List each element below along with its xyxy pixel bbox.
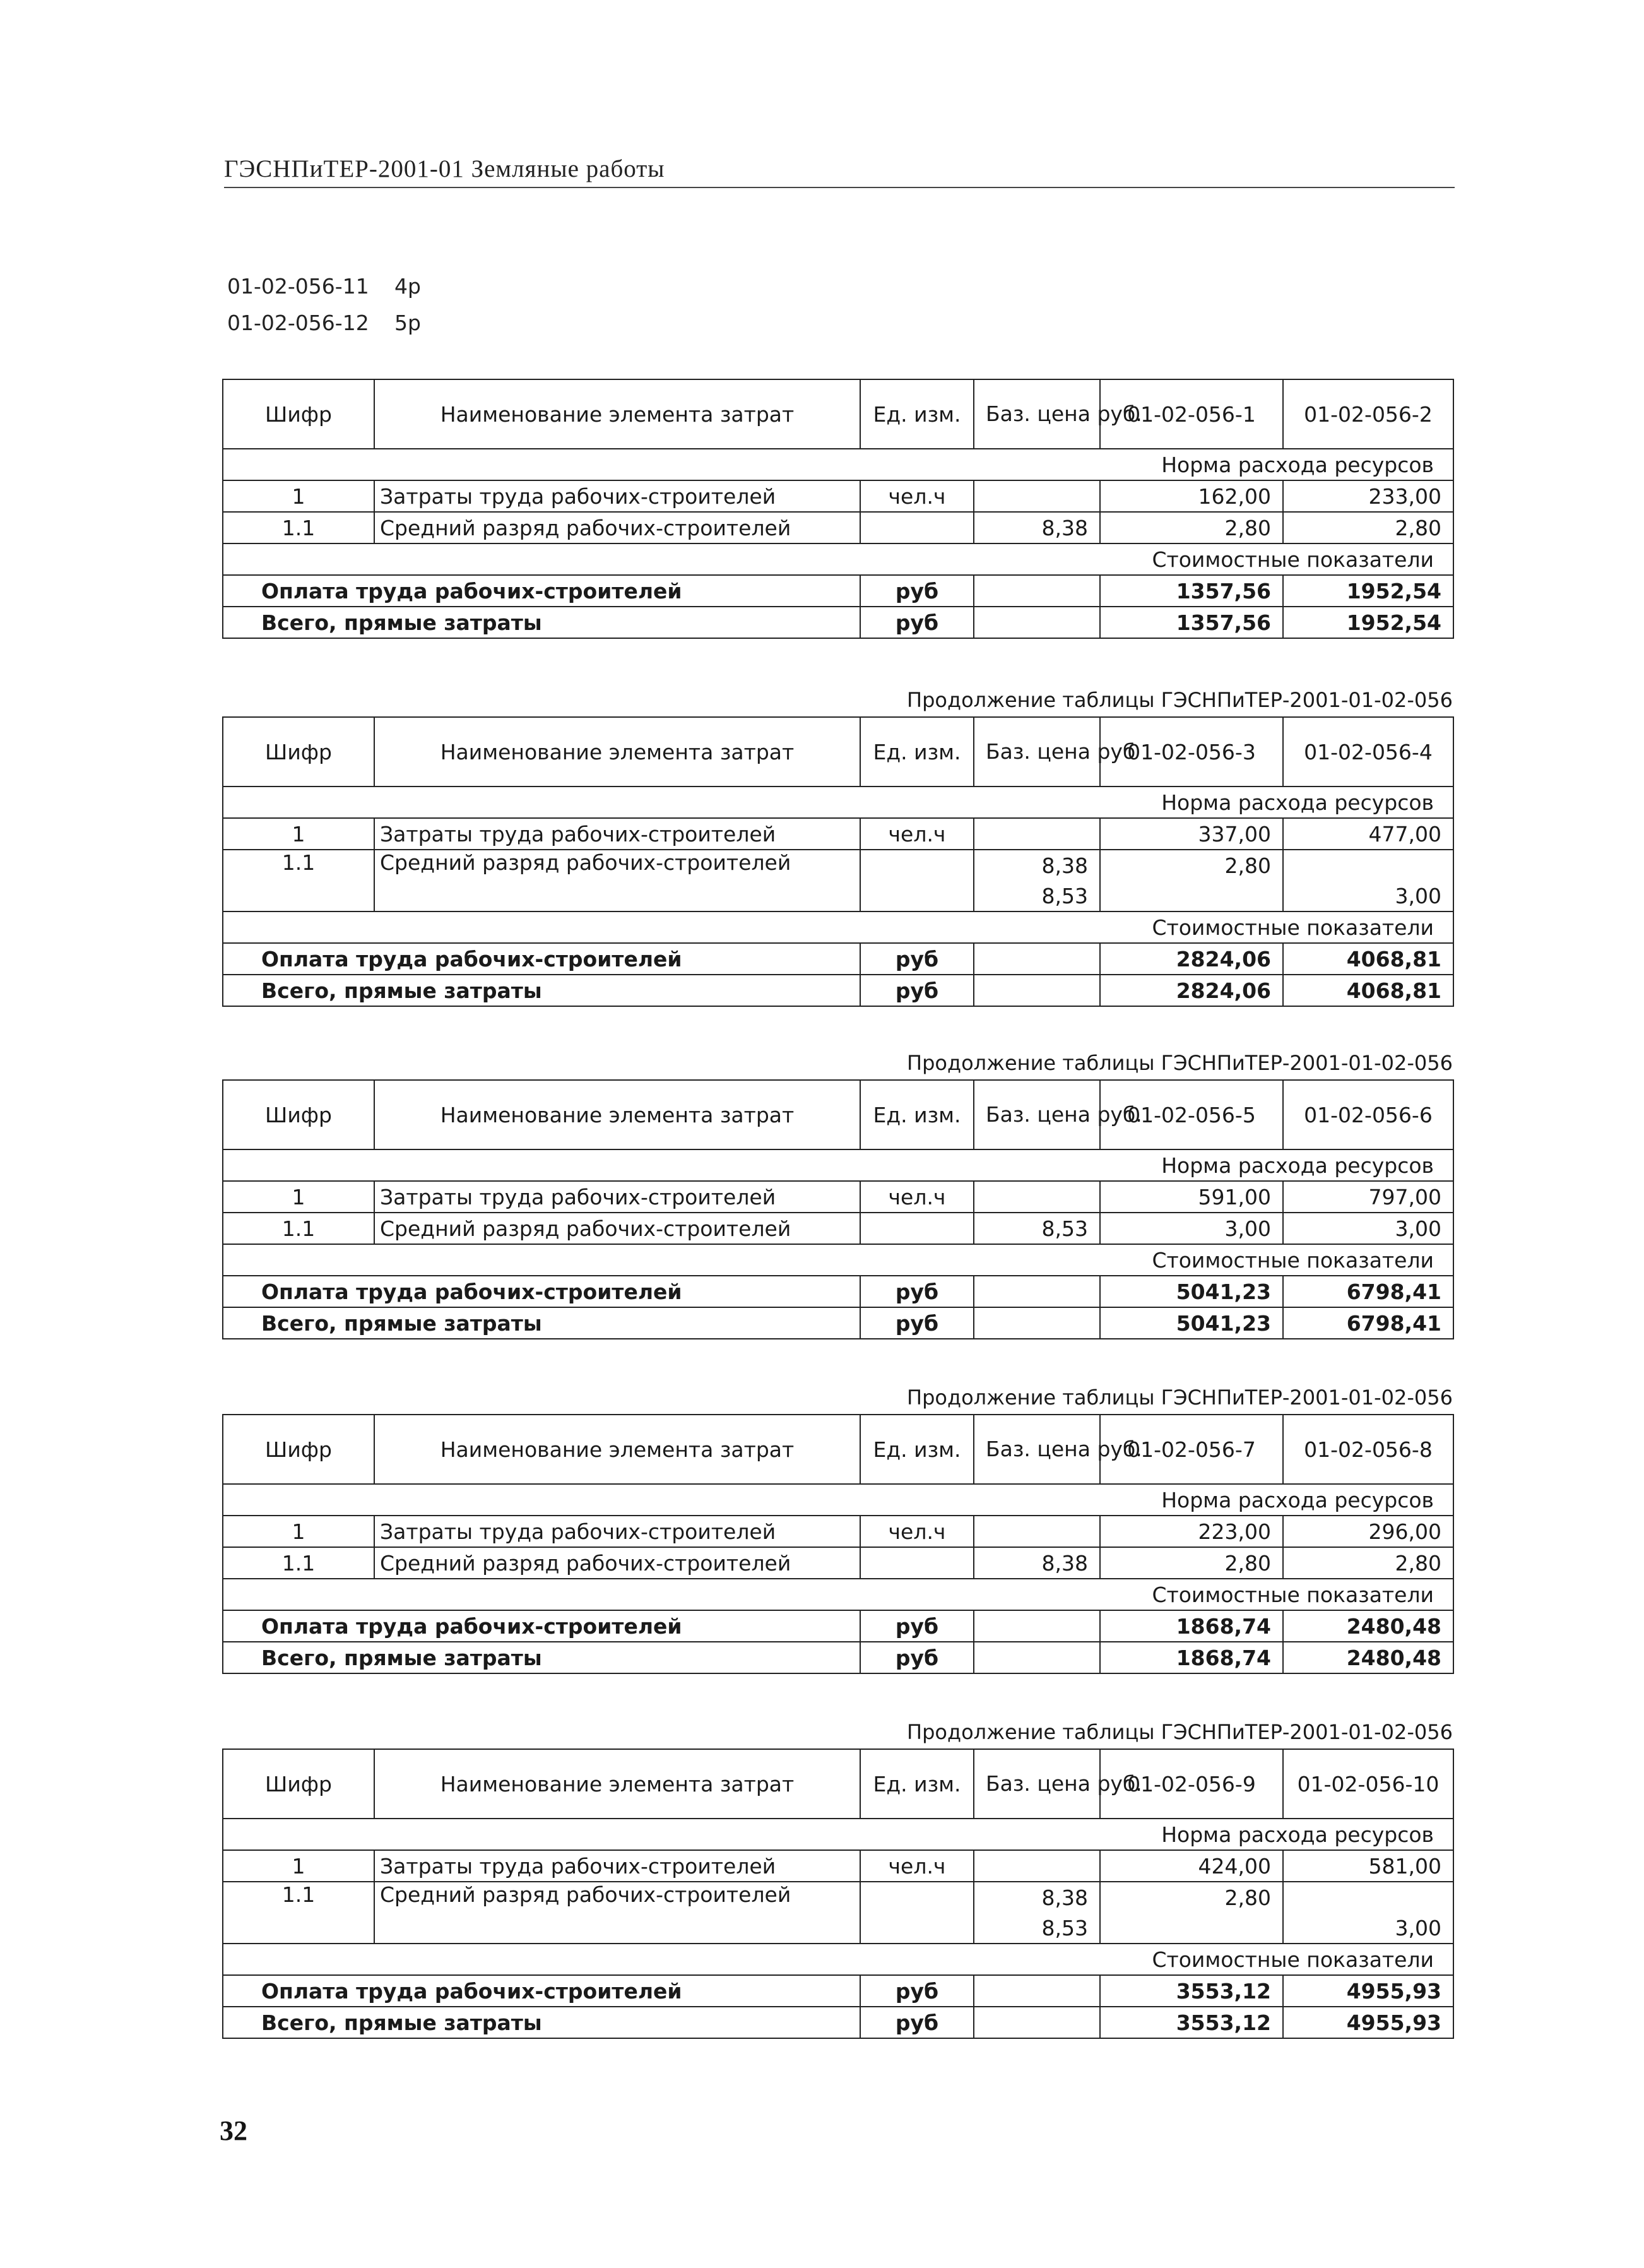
resource-table-2: [222, 716, 1454, 1007]
value-cell: 591,00: [1100, 1181, 1283, 1213]
row-price: [974, 575, 1100, 607]
value-cell: 233,00: [1283, 480, 1453, 512]
row-name: Средний разряд рабочих-строителей: [374, 1213, 860, 1244]
row-pay-label: Оплата труда рабочих-строителей: [223, 943, 860, 975]
row-price: [974, 1850, 1100, 1882]
reference-item: 01-02-056-12 5р: [227, 311, 421, 335]
row-name: Затраты труда рабочих-строителей: [374, 1181, 860, 1213]
value-cell: 4068,81: [1283, 943, 1453, 975]
col-header-name: Наименование элемента затрат: [374, 1749, 860, 1819]
value-cell: 337,00: [1100, 818, 1283, 850]
value-cell: 2824,06: [1100, 975, 1283, 1006]
value-cell: 1357,56: [1100, 607, 1283, 638]
row-price: [974, 2007, 1100, 2038]
row-price: [974, 1642, 1100, 1673]
value-cell: 3,00: [1283, 1913, 1453, 1944]
row-total-label: Всего, прямые затраты: [223, 1642, 860, 1673]
row-unit: [860, 1213, 974, 1244]
value-cell: 296,00: [1283, 1516, 1453, 1547]
col-header-shifr: Шифр: [223, 1415, 374, 1484]
section-cost: Стоимостные показатели: [223, 1244, 1453, 1276]
col-header-base-price: Баз. цена руб.: [974, 379, 1100, 449]
row-price: 8,53: [974, 1913, 1100, 1944]
row-unit: [860, 1882, 974, 1944]
value-cell: 424,00: [1100, 1850, 1283, 1882]
resource-table-4: [222, 1414, 1454, 1674]
row-unit: [860, 1547, 974, 1579]
resource-table-3: [222, 1079, 1454, 1339]
row-name: Средний разряд рабочих-строителей: [374, 1547, 860, 1579]
section-cost: Стоимостные показатели: [223, 1579, 1453, 1610]
row-unit: руб: [860, 575, 974, 607]
row-unit: [860, 850, 974, 911]
row-name: Затраты труда рабочих-строителей: [374, 1850, 860, 1882]
row-unit: руб: [860, 2007, 974, 2038]
value-cell: 477,00: [1283, 818, 1453, 850]
section-cost: Стоимостные показатели: [223, 543, 1453, 575]
col-header-shifr: Шифр: [223, 717, 374, 787]
value-cell: 3,00: [1100, 1213, 1283, 1244]
row-code: 1: [223, 480, 374, 512]
row-price: [974, 1516, 1100, 1547]
reference-item: 01-02-056-11 4р: [227, 274, 421, 299]
col-header-unit: Ед. изм.: [860, 717, 974, 787]
row-total-label: Всего, прямые затраты: [223, 975, 860, 1006]
value-cell: 3553,12: [1100, 2007, 1283, 2038]
value-cell: 2,80: [1100, 512, 1283, 543]
value-cell: 1868,74: [1100, 1642, 1283, 1673]
row-code: 1.1: [223, 1882, 374, 1944]
row-unit: руб: [860, 975, 974, 1006]
row-name: Средний разряд рабочих-строителей: [374, 512, 860, 543]
value-cell: 2480,48: [1283, 1642, 1453, 1673]
value-cell: 1357,56: [1100, 575, 1283, 607]
value-cell: 2480,48: [1283, 1610, 1453, 1642]
col-header-shifr: Шифр: [223, 1080, 374, 1149]
value-cell: 4068,81: [1283, 975, 1453, 1006]
row-code: 1.1: [223, 850, 374, 911]
value-cell: 5041,23: [1100, 1307, 1283, 1339]
value-cell: 162,00: [1100, 480, 1283, 512]
col-header-base-price: Баз. цена руб: [974, 717, 1100, 787]
row-name: Затраты труда рабочих-строителей: [374, 1516, 860, 1547]
value-cell: 2,80: [1100, 850, 1283, 881]
col-header-code-1: 01-02-056-5: [1100, 1080, 1283, 1149]
col-header-base-price: Баз. цена руб.: [974, 1080, 1100, 1149]
row-price: 8,38: [974, 850, 1100, 881]
col-header-code-1: 01-02-056-7: [1100, 1415, 1283, 1484]
value-cell: 2,80: [1283, 512, 1453, 543]
row-unit: чел.ч: [860, 1181, 974, 1213]
row-pay-label: Оплата труда рабочих-строителей: [223, 1610, 860, 1642]
row-unit: руб: [860, 1975, 974, 2007]
col-header-shifr: Шифр: [223, 1749, 374, 1819]
row-unit: руб: [860, 943, 974, 975]
value-cell: 6798,41: [1283, 1307, 1453, 1339]
value-cell: [1283, 850, 1453, 881]
value-cell: 1952,54: [1283, 607, 1453, 638]
row-price: 8,38: [974, 512, 1100, 543]
col-header-unit: Ед. изм.: [860, 379, 974, 449]
row-unit: [860, 512, 974, 543]
value-cell: 2,80: [1100, 1882, 1283, 1913]
col-header-name: Наименование элемента затрат: [374, 379, 860, 449]
row-price: [974, 1181, 1100, 1213]
page-header: ГЭСНПиТЕР-2001-01 Земляные работы: [224, 155, 1455, 188]
section-norm: Норма расхода ресурсов: [223, 1819, 1453, 1850]
value-cell: 3,00: [1283, 881, 1453, 911]
row-name: Средний разряд рабочих-строителей: [374, 1882, 860, 1944]
value-cell: 3,00: [1283, 1213, 1453, 1244]
row-unit: чел.ч: [860, 1850, 974, 1882]
row-price: [974, 1975, 1100, 2007]
value-cell: 2,80: [1283, 1547, 1453, 1579]
value-cell: 797,00: [1283, 1181, 1453, 1213]
value-cell: 4955,93: [1283, 2007, 1453, 2038]
row-price: [974, 607, 1100, 638]
row-pay-label: Оплата труда рабочих-строителей: [223, 575, 860, 607]
col-header-shifr: Шифр: [223, 379, 374, 449]
continuation-caption: Продолжение таблицы ГЭСНПиТЕР-2001-01-02-056: [907, 1386, 1453, 1410]
resource-table-5: [222, 1748, 1454, 2039]
section-cost: Стоимостные показатели: [223, 911, 1453, 943]
col-header-name: Наименование элемента затрат: [374, 1415, 860, 1484]
value-cell: 223,00: [1100, 1516, 1283, 1547]
row-price: [974, 1276, 1100, 1307]
value-cell: [1100, 881, 1283, 911]
section-cost: Стоимостные показатели: [223, 1944, 1453, 1975]
col-header-name: Наименование элемента затрат: [374, 1080, 860, 1149]
value-cell: 3553,12: [1100, 1975, 1283, 2007]
value-cell: 2,80: [1100, 1547, 1283, 1579]
value-cell: [1100, 1913, 1283, 1944]
col-header-base-price: Баз. цена руб.: [974, 1749, 1100, 1819]
col-header-name: Наименование элемента затрат: [374, 717, 860, 787]
page-number: 32: [220, 2115, 247, 2146]
row-unit: руб: [860, 1610, 974, 1642]
row-price: 8,53: [974, 1213, 1100, 1244]
col-header-unit: Ед. изм.: [860, 1080, 974, 1149]
col-header-code-2: 01-02-056-4: [1283, 717, 1453, 787]
row-unit: руб: [860, 1307, 974, 1339]
row-unit: руб: [860, 1276, 974, 1307]
row-pay-label: Оплата труда рабочих-строителей: [223, 1276, 860, 1307]
row-price: [974, 1610, 1100, 1642]
col-header-code-1: 01-02-056-9: [1100, 1749, 1283, 1819]
value-cell: 4955,93: [1283, 1975, 1453, 2007]
continuation-caption: Продолжение таблицы ГЭСНПиТЕР-2001-01-02-056: [907, 1720, 1453, 1744]
section-norm: Норма расхода ресурсов: [223, 449, 1453, 480]
row-price: [974, 818, 1100, 850]
row-code: 1: [223, 1516, 374, 1547]
value-cell: 5041,23: [1100, 1276, 1283, 1307]
section-norm: Норма расхода ресурсов: [223, 1149, 1453, 1181]
value-cell: 1952,54: [1283, 575, 1453, 607]
section-norm: Норма расхода ресурсов: [223, 1484, 1453, 1516]
row-code: 1: [223, 818, 374, 850]
row-name: Затраты труда рабочих-строителей: [374, 818, 860, 850]
value-cell: [1283, 1882, 1453, 1913]
col-header-code-2: 01-02-056-10: [1283, 1749, 1453, 1819]
row-code: 1: [223, 1850, 374, 1882]
value-cell: 581,00: [1283, 1850, 1453, 1882]
col-header-base-price: Баз. цена руб.: [974, 1415, 1100, 1484]
row-total-label: Всего, прямые затраты: [223, 1307, 860, 1339]
row-price: [974, 943, 1100, 975]
reference-list: [227, 268, 421, 341]
row-code: 1.1: [223, 1547, 374, 1579]
row-code: 1.1: [223, 512, 374, 543]
continuation-caption: Продолжение таблицы ГЭСНПиТЕР-2001-01-02-056: [907, 688, 1453, 712]
row-name: Затраты труда рабочих-строителей: [374, 480, 860, 512]
row-price: [974, 480, 1100, 512]
row-price: 8,38: [974, 1882, 1100, 1913]
row-price: [974, 1307, 1100, 1339]
resource-table-1: [222, 379, 1454, 639]
row-unit: чел.ч: [860, 1516, 974, 1547]
row-unit: руб: [860, 607, 974, 638]
row-price: 8,38: [974, 1547, 1100, 1579]
col-header-unit: Ед. изм.: [860, 1749, 974, 1819]
row-unit: чел.ч: [860, 480, 974, 512]
value-cell: 1868,74: [1100, 1610, 1283, 1642]
row-price: 8,53: [974, 881, 1100, 911]
col-header-code-1: 01-02-056-3: [1100, 717, 1283, 787]
col-header-code-1: 01-02-056-1: [1100, 379, 1283, 449]
value-cell: 2824,06: [1100, 943, 1283, 975]
col-header-unit: Ед. изм.: [860, 1415, 974, 1484]
row-code: 1.1: [223, 1213, 374, 1244]
row-unit: чел.ч: [860, 818, 974, 850]
row-name: Средний разряд рабочих-строителей: [374, 850, 860, 911]
row-code: 1: [223, 1181, 374, 1213]
section-norm: Норма расхода ресурсов: [223, 787, 1453, 818]
row-total-label: Всего, прямые затраты: [223, 2007, 860, 2038]
col-header-code-2: 01-02-056-6: [1283, 1080, 1453, 1149]
row-price: [974, 975, 1100, 1006]
col-header-code-2: 01-02-056-2: [1283, 379, 1453, 449]
row-total-label: Всего, прямые затраты: [223, 607, 860, 638]
col-header-code-2: 01-02-056-8: [1283, 1415, 1453, 1484]
continuation-caption: Продолжение таблицы ГЭСНПиТЕР-2001-01-02-056: [907, 1051, 1453, 1075]
row-pay-label: Оплата труда рабочих-строителей: [223, 1975, 860, 2007]
value-cell: 6798,41: [1283, 1276, 1453, 1307]
row-unit: руб: [860, 1642, 974, 1673]
